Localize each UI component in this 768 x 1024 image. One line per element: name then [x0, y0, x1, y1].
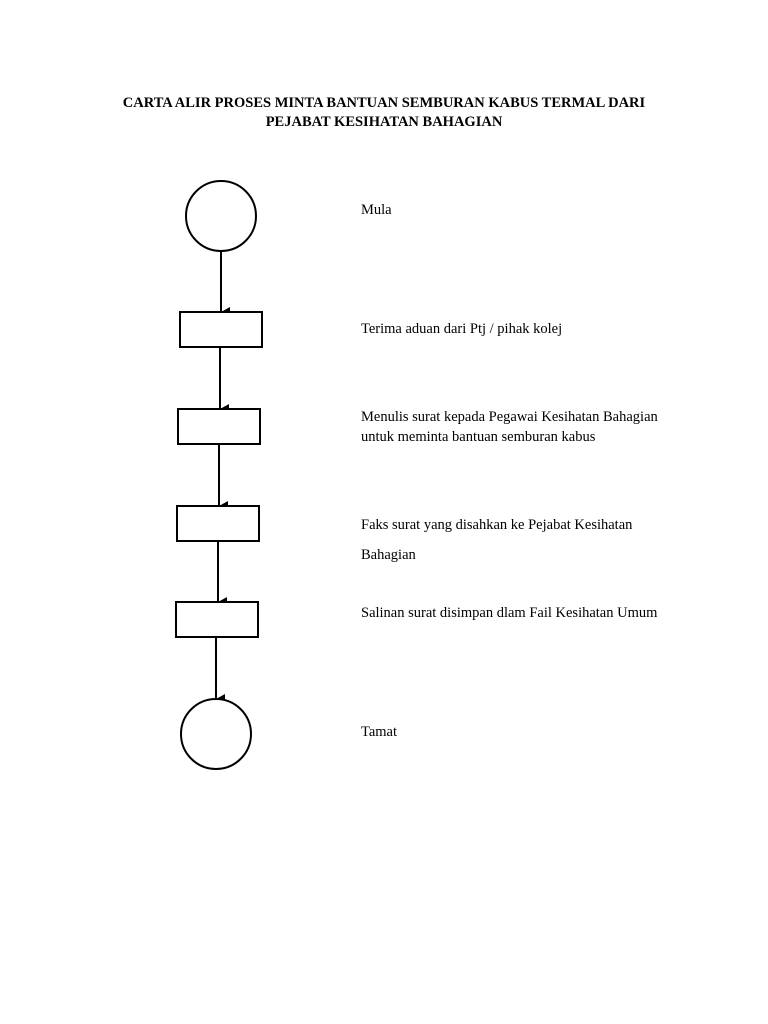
- step-label-3-line-2: Bahagian: [361, 547, 416, 563]
- process-box-4: [176, 602, 258, 637]
- step-label-start-line-1: Mula: [361, 202, 392, 218]
- process-box-3: [177, 506, 259, 541]
- process-box-2: [178, 409, 260, 444]
- step-label-end-line-1: Tamat: [361, 724, 398, 740]
- start-node: [186, 181, 256, 251]
- step-label-2-line-1: Menulis surat kepada Pegawai Kesihatan Bahagian: [361, 409, 658, 425]
- title-line-2: PEJABAT KESIHATAN BAHAGIAN: [265, 114, 503, 130]
- step-label-2-line-2: untuk meminta bantuan semburan kabus: [361, 429, 596, 445]
- step-label-4-line-1: Salinan surat disimpan dlam Fail Kesihatan Umum: [361, 605, 658, 621]
- step-label-3-line-1: Faks surat yang disahkan ke Pejabat Kesihatan: [361, 517, 633, 533]
- step-label-3: [361, 515, 632, 565]
- step-label-1-line-1: Terima aduan dari Ptj / pihak kolej: [361, 321, 563, 337]
- step-label-end: [361, 722, 397, 742]
- step-label-1: [361, 319, 562, 339]
- end-node: [181, 699, 251, 769]
- step-label-4: [361, 603, 657, 623]
- title-line-1: CARTA ALIR PROSES MINTA BANTUAN SEMBURAN KABUS TERMAL DARI: [122, 95, 646, 111]
- step-label-2: [361, 407, 658, 447]
- step-label-start: [361, 200, 392, 220]
- process-box-1: [180, 312, 262, 347]
